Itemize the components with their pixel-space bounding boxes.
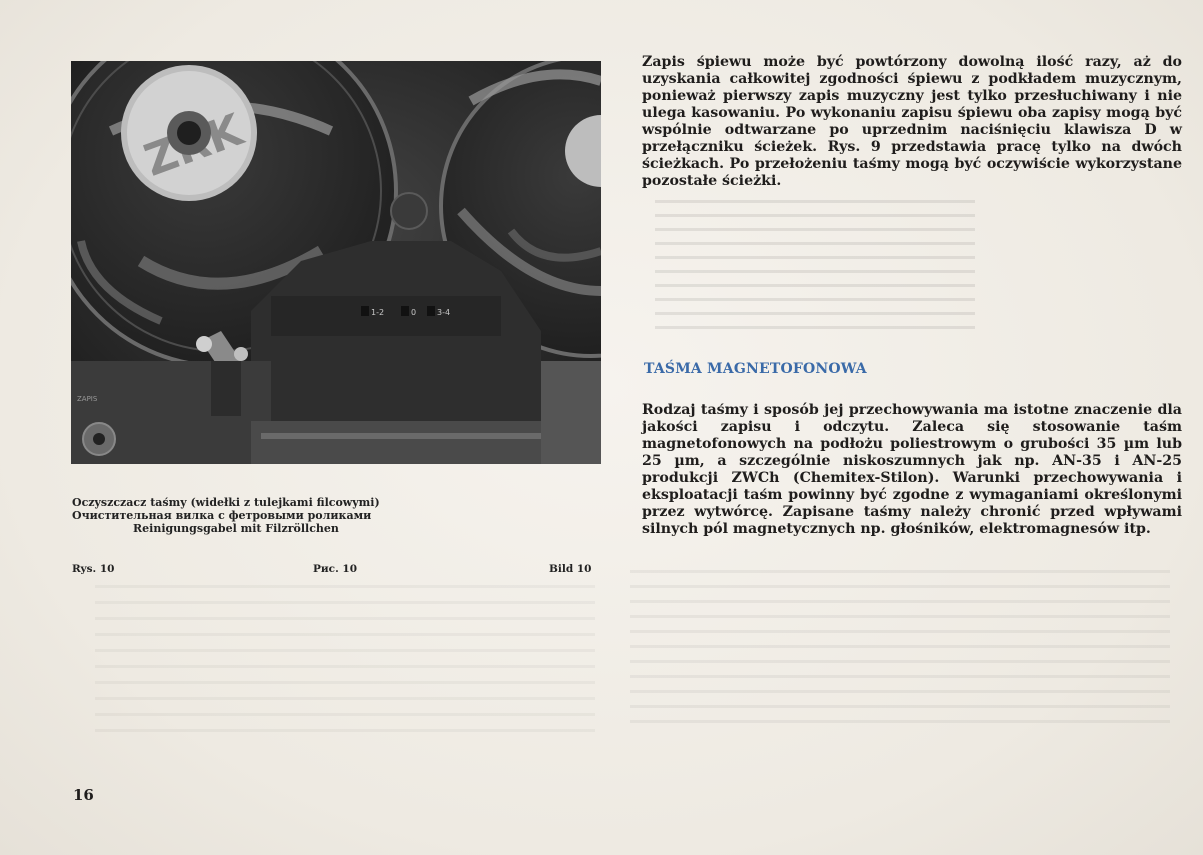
zapis-label: ZAPIS (77, 395, 98, 403)
page-number: 16 (73, 786, 94, 804)
paragraph-tape-storage: Rodzaj taśmy i sposób jej przechowywania ma istotne znaczenie dla jakości zapisu i odczytu. Zaleca się stosowanie taśm magnetofonowych na podłożu poliestrowym o grubości 35 µm lub 25 µm, a szczególnie niskoszumnych jak np. AN-35 i AN-25 produkcji ZWCh (Chemitex-Stilon). Warunki przechowywania i eksploatacji taśm powinny być zgodne z wymaganiami określonymi przez wytwórcę. Zapisane taśmy należy chronić przed wpływami silnych pól magnetycznych np. głośników, elektromagnesów itp. (642, 402, 1182, 537)
caption-russian: Очистительная вилка с фетровыми роликами (72, 509, 372, 522)
figure-labels (72, 563, 602, 577)
track-label-3: 3-4 (437, 308, 451, 317)
caption-german: Reinigungsgabel mit Filzröllchen (133, 522, 339, 535)
figure-label-polish: Rys. 10 (72, 563, 115, 575)
caption-polish: Oczyszczacz taśmy (widełki z tulejkami filcowymi) (72, 496, 380, 509)
figure-label-german: Bild 10 (549, 563, 592, 575)
section-heading: TAŚMA MAGNETOFONOWA (644, 361, 867, 377)
figure-caption (72, 496, 602, 535)
track-label-1: 1-2 (371, 308, 385, 317)
paragraph-singing-record: Zapis śpiewu może być powtórzony dowolną ilość razy, aż do uzyskania całkowitej zgodności śpiewu z podkładem muzycznym, ponieważ pierwszy zapis muzyczny jest tylko przesłuchiwany i nie ulega kasowaniu. Po wykonaniu zapisu śpiewu oba zapisy mogą być wspólnie odtwarzane po uprzednim naciśnięciu klawisza D w przełączniku ścieżek. Rys. 9 przedstawia pracę tylko na dwóch ścieżkach. Po przełożeniu taśmy mogą być oczywiście wykorzystane pozostałe ścieżki. (642, 54, 1182, 189)
tape-recorder-illustration (71, 61, 601, 464)
show-through-text (630, 570, 1170, 730)
show-through-text (95, 585, 595, 745)
track-label-2: 0 (411, 308, 417, 317)
show-through-text (655, 200, 975, 330)
figure-label-russian: Рис. 10 (313, 563, 357, 575)
tape-recorder-photo (71, 61, 601, 464)
